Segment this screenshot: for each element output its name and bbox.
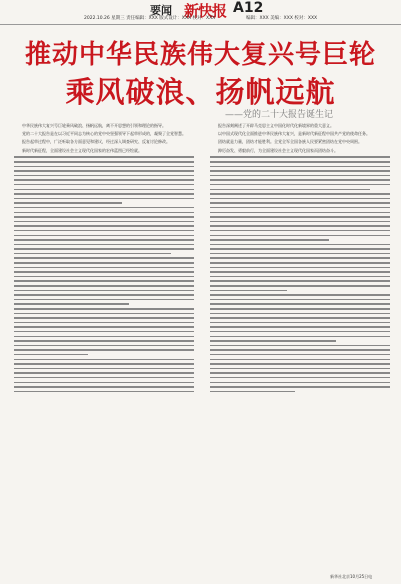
text-line: [14, 382, 194, 384]
text-line: [14, 313, 194, 315]
text-line: [14, 230, 194, 232]
text-line: [14, 331, 194, 333]
text-line: [14, 244, 194, 246]
body-text-lines: [210, 156, 390, 392]
text-line: [210, 170, 390, 172]
header-meta-left: 2022.10.26 星期三 责任编辑：XXX 版式设计：XXX 校对：XXX: [84, 16, 216, 21]
text-line: [210, 235, 390, 237]
headline-line-1: 推动中华民族伟大复兴号巨轮: [24, 40, 376, 70]
text-line: [14, 216, 194, 218]
text-line: [210, 189, 370, 191]
paragraph: 中华民族伟大复兴号巨轮乘风破浪、扬帆远航，离不开思想的引领和理论的指导。: [22, 123, 166, 128]
text-line: [210, 276, 390, 278]
text-line: [210, 331, 390, 333]
text-line: [210, 267, 390, 269]
text-line: [210, 308, 390, 310]
subheadline: ——党的二十大报告诞生记: [225, 110, 334, 120]
text-line: [210, 262, 390, 264]
article-column-right: [210, 122, 390, 395]
page-number: A12: [233, 0, 264, 16]
text-line: [14, 267, 194, 269]
paragraph: 踔厉奋发、勇毅前行，为全面建设社会主义现代化国家而团结奋斗。: [218, 147, 338, 153]
headline-line-2: 乘风破浪、扬帆远航: [65, 75, 336, 109]
text-line: [210, 285, 390, 287]
text-line: [14, 235, 194, 237]
text-line: [14, 377, 194, 379]
text-line: [210, 354, 390, 356]
text-line: [210, 280, 390, 282]
text-line: [210, 386, 390, 388]
paragraph: 以中国式现代化全面推进中华民族伟大复兴，是新时代新征程中国共产党的使命任务。: [218, 131, 370, 137]
text-line: [14, 184, 194, 186]
text-line: [210, 377, 390, 379]
text-line: [14, 363, 194, 365]
dateline-footer: 新华社北京10月25日电: [330, 574, 373, 579]
newspaper-logo: 新快报: [184, 2, 227, 20]
text-line: [210, 363, 390, 365]
text-line: [210, 221, 390, 223]
text-line: [210, 248, 390, 250]
text-line: [210, 382, 390, 384]
text-line: [14, 299, 194, 301]
text-line: [210, 175, 390, 177]
text-line: [210, 244, 390, 246]
text-line: [210, 299, 390, 301]
text-line: [14, 189, 194, 191]
text-line: [210, 303, 390, 305]
text-line: [14, 175, 194, 177]
text-line: [210, 340, 336, 342]
text-line: [210, 336, 390, 338]
text-line: [210, 193, 390, 195]
paragraph: 报告起草过程中，广泛听取各方面意见和建议，经过深入调查研究、反复讨论修改。: [22, 139, 170, 145]
text-line: [210, 207, 390, 209]
text-line: [210, 202, 390, 204]
text-line: [14, 170, 194, 172]
text-line: [14, 271, 194, 273]
text-line: [14, 322, 194, 324]
text-line: [14, 294, 194, 296]
text-line: [210, 359, 390, 361]
text-line: [14, 161, 194, 163]
text-line: [14, 317, 194, 319]
text-line: [210, 326, 390, 328]
text-line: [14, 166, 194, 168]
page-header: [0, 0, 401, 25]
text-line: [210, 166, 390, 168]
text-line: [210, 322, 390, 324]
article-column-left: [14, 122, 194, 395]
text-line: [14, 221, 194, 223]
text-line: [14, 372, 194, 374]
text-line: [14, 257, 194, 259]
text-line: [210, 230, 390, 232]
text-line: [210, 290, 287, 292]
paragraph: 报告深刻阐述了开辟马克思主义中国化时代化新境界的重大意义。: [218, 123, 334, 128]
text-line: [210, 257, 390, 259]
text-line: [210, 391, 295, 393]
text-line: [14, 386, 194, 388]
text-line: [210, 225, 390, 227]
text-line: [14, 156, 194, 158]
text-line: [14, 359, 194, 361]
paragraph: 团结就是力量，团结才能胜利。全党全军全国各族人民要紧密团结在党中央周围。: [218, 139, 362, 145]
text-line: [14, 253, 171, 255]
text-line: [14, 193, 194, 195]
text-line: [210, 216, 390, 218]
text-line: [14, 354, 88, 356]
text-line: [14, 285, 194, 287]
text-line: [14, 207, 194, 209]
header-meta-right: 编辑：XXX 美编：XXX 校对：XXX: [246, 16, 318, 21]
text-line: [210, 372, 390, 374]
text-line: [210, 239, 329, 241]
text-line: [14, 239, 194, 241]
text-line: [14, 290, 194, 292]
text-line: [210, 349, 390, 351]
text-line: [14, 391, 194, 393]
text-line: [210, 253, 390, 255]
text-line: [14, 308, 194, 310]
text-line: [14, 202, 122, 204]
text-line: [14, 198, 194, 200]
paragraph: 新时代新征程，全面建设社会主义现代化国家的宏伟蓝图已经绘就。: [22, 147, 142, 153]
text-line: [210, 161, 390, 163]
text-line: [14, 179, 194, 181]
text-line: [14, 303, 129, 305]
body-text-lines: [14, 156, 194, 392]
text-line: [210, 184, 390, 186]
text-line: [14, 276, 194, 278]
text-line: [210, 294, 390, 296]
text-line: [210, 345, 390, 347]
text-line: [210, 212, 390, 214]
text-line: [14, 336, 194, 338]
text-line: [14, 212, 194, 214]
text-line: [210, 198, 390, 200]
text-line: [210, 179, 390, 181]
text-line: [14, 225, 194, 227]
text-line: [14, 340, 194, 342]
text-line: [14, 262, 194, 264]
text-line: [14, 368, 194, 370]
text-line: [14, 248, 194, 250]
text-line: [210, 317, 390, 319]
text-line: [14, 345, 194, 347]
text-line: [14, 349, 194, 351]
text-line: [210, 313, 390, 315]
text-line: [210, 156, 390, 158]
text-line: [210, 368, 390, 370]
section-label: 要闻: [150, 4, 172, 17]
text-line: [14, 280, 194, 282]
text-line: [210, 271, 390, 273]
paragraph: 党的二十大报告是在以习近平同志为核心的党中央坚强领导下起草形成的，凝聚了全党智慧。: [22, 131, 186, 137]
text-line: [14, 326, 194, 328]
